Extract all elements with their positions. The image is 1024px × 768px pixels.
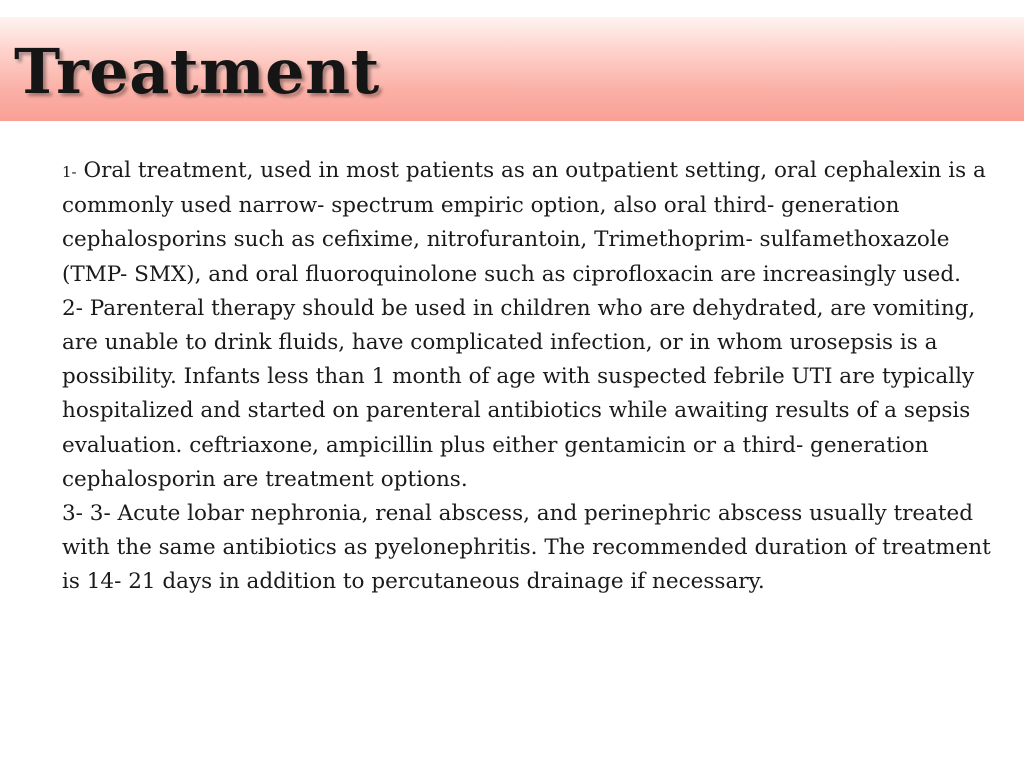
slide-body [62,154,997,600]
paragraph-abscess-treatment [62,497,997,600]
paragraph-parenteral-therapy [62,292,997,497]
paragraph-text: Oral treatment, used in most patients as an outpatient setting, oral cephalexin is a commonly used narrow- spectrum empiric option, also oral third- generation cephalosporins such as cefixime, nitrofurantoin, Trimethoprim- sulfamethoxazole (TMP- SMX), and oral fluoroquinolone such as ciprofloxacin are increasingly used. [62,158,986,287]
slide-title: Treatment [14,35,380,108]
paragraph-number: 1- [62,163,77,181]
paragraph-oral-treatment [62,154,997,292]
paragraph-text: 2- Parenteral therapy should be used in children who are dehydrated, are vomiting, are unable to drink fluids, have complicated infection, or in whom urosepsis is a possibility. Infants less than 1 month of age with suspected febrile UTI are typically hospitalized and started on parenteral antibiotics while awaiting results of a sepsis evaluation. ceftriaxone, ampicillin plus either gentamicin or a third- generation cephalosporin are treatment options. [62,295,976,492]
paragraph-text: 3- 3- Acute lobar nephronia, renal abscess, and perinephric abscess usually treated with the same antibiotics as pyelonephritis. The recommended duration of treatment is 14- 21 days in addition to percutaneous drainage if necessary. [62,501,991,595]
